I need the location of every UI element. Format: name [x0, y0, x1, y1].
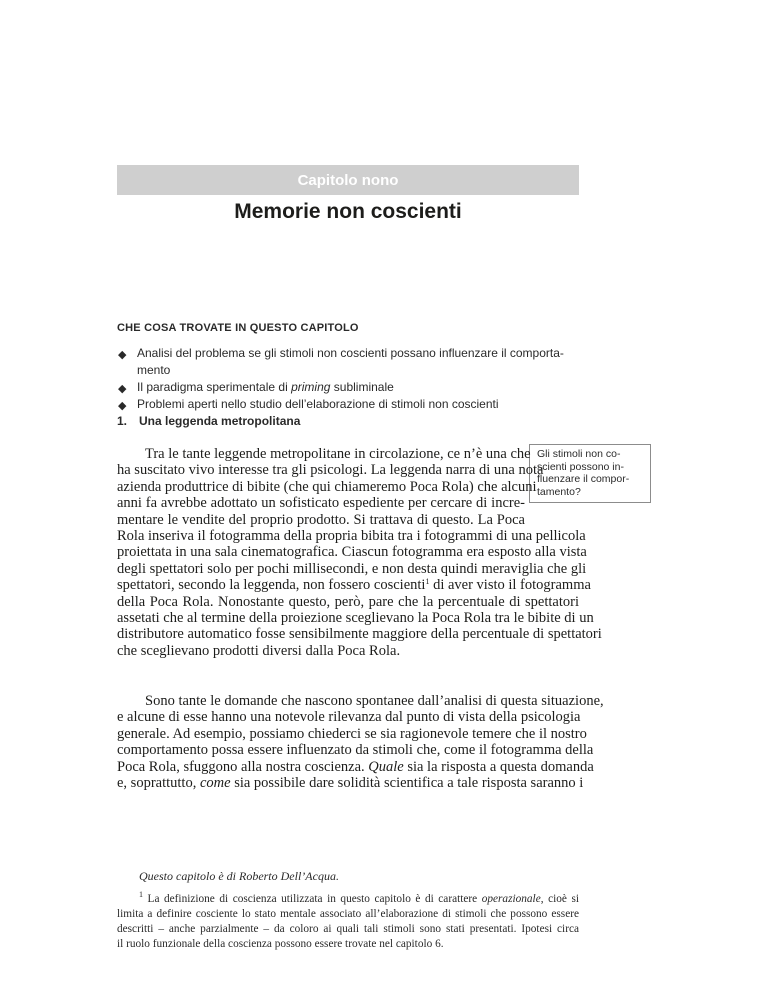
- text-segment: , cioè si: [540, 893, 579, 905]
- footnote: [117, 892, 579, 952]
- section-heading: [117, 414, 300, 428]
- text-line: che sceglievano prodotti diversi dalla Poca Rola.: [117, 642, 401, 659]
- text-line: [117, 758, 594, 775]
- chapter-label-band: [117, 165, 579, 195]
- diamond-bullet-icon: ◆: [118, 383, 127, 395]
- text-line: limita a definire cosciente lo stato mentale associato all’elaborazione di stimoli che possono essere: [117, 908, 579, 920]
- text-emphasis: operazionale: [481, 893, 541, 905]
- list-item: [117, 379, 587, 396]
- text-line: degli spettatori solo per pochi millisecondi, e non desta quindi meraviglia che gli: [117, 560, 587, 577]
- paragraph-2: [117, 693, 604, 792]
- text-line: mentare le vendite del proprio prodotto. Si trattava di questo. La Poca: [117, 511, 525, 528]
- margin-note-line: fluenzare il compor-: [537, 473, 630, 485]
- text-emphasis: come: [199, 775, 231, 792]
- text-line: [117, 577, 591, 594]
- list-item: [117, 345, 587, 379]
- list-item-text: Problemi aperti nello studio dell’elaborazione di stimoli non coscienti: [137, 397, 499, 411]
- margin-note-line: scienti possono in-: [537, 460, 624, 473]
- diamond-bullet-icon: ◆: [118, 400, 127, 412]
- list-item-text: Analisi del problema se gli stimoli non coscienti possano influenzare il comporta-: [137, 346, 564, 360]
- text-line: proiettata in una sala cinematografica. Ciascun fotogramma era esposto alla vista: [117, 544, 587, 561]
- text-line: assetati che al termine della proiezione sceglievano la Poca Rola tra le bibite di un: [117, 610, 594, 627]
- chapter-label: Capitolo nono: [297, 171, 399, 189]
- footnote-marker: 1: [139, 890, 143, 899]
- paragraph-1-narrow: [117, 446, 544, 512]
- margin-note-line: tamento?: [537, 485, 581, 498]
- text-line: Rola inseriva il fotogramma della propria bibita tra i fotogrammi di una pellicola: [117, 528, 586, 545]
- text-line: comportamento possa essere influenzato da stimoli che, come il fotogramma della: [117, 742, 594, 759]
- text-line: Sono tante le domande che nascono spontanee dall’analisi di questa situazione,: [145, 693, 604, 709]
- list-item: [117, 396, 587, 413]
- text-line: [117, 892, 579, 907]
- text-line: azienda produttrice di bibite (che qui chiameremo Poca Rola) che alcuni: [117, 478, 537, 495]
- section-number: 1.: [117, 414, 128, 428]
- diamond-bullet-icon: ◆: [118, 349, 127, 361]
- text-segment: spettatori, secondo la leggenda, non fossero coscienti: [117, 577, 426, 594]
- text-line: anni fa avrebbe adottato un sofisticato espediente per cercare di incre-: [117, 495, 525, 512]
- text-line: della Poca Rola. Nonostante questo, però, pare che la percentuale di spettatori: [117, 593, 579, 610]
- text-segment: La definizione di coscienza utilizzata in questo capitolo è di carattere: [143, 893, 482, 905]
- text-line: generale. Ad esempio, possiamo chiederci se sia ragionevole temere che il nostro: [117, 725, 587, 742]
- text-line: distributore automatico fosse sensibilmente maggiore della percentuale di spettatori: [117, 626, 602, 643]
- text-line: descritti – anche parzialmente – da coloro ai quali tali stimoli sono stati presentati. Ipotesi circa: [117, 923, 579, 935]
- section-title: Una leggenda metropolitana: [139, 414, 301, 428]
- text-line: il ruolo funzionale della coscienza possono essere trovate nel capitolo 6.: [117, 938, 444, 950]
- text-line: Tra le tante leggende metropolitane in circolazione, ce n’è una che: [145, 446, 531, 462]
- text-line: e alcune di esse hanno una notevole rilevanza dal punto di vista della psicologia: [117, 709, 581, 726]
- margin-note-line: Gli stimoli non co-: [537, 448, 621, 460]
- text-segment: e, soprattutto,: [117, 775, 200, 792]
- footnote-marker: 1: [425, 577, 430, 587]
- text-segment: Poca Rola, sfuggono alla nostra coscienza.: [117, 758, 369, 775]
- paragraph-1-wide: [117, 511, 602, 660]
- chapter-contents-list: [117, 345, 587, 413]
- list-item-text: mento: [137, 363, 171, 377]
- text-emphasis: Quale: [368, 758, 404, 775]
- list-item-emphasis: priming: [291, 380, 331, 394]
- text-line: ha suscitato vivo interesse tra gli psicologi. La leggenda narra di una nota: [117, 462, 544, 479]
- list-item-text: subliminale: [330, 380, 394, 394]
- chapter-contents-heading: CHE COSA TROVATE IN QUESTO CAPITOLO: [117, 322, 359, 334]
- author-note: Questo capitolo è di Roberto Dell’Acqua.: [139, 869, 339, 883]
- text-line: [117, 775, 584, 792]
- list-item-text: Il paradigma sperimentale di: [137, 380, 292, 394]
- text-segment: sia possibile dare solidità scientifica a tale risposta saranno i: [230, 775, 584, 792]
- text-segment: di aver visto il fotogramma: [429, 577, 591, 594]
- text-segment: sia la risposta a questa domanda: [403, 758, 594, 775]
- chapter-title: Memorie non coscienti: [234, 200, 462, 223]
